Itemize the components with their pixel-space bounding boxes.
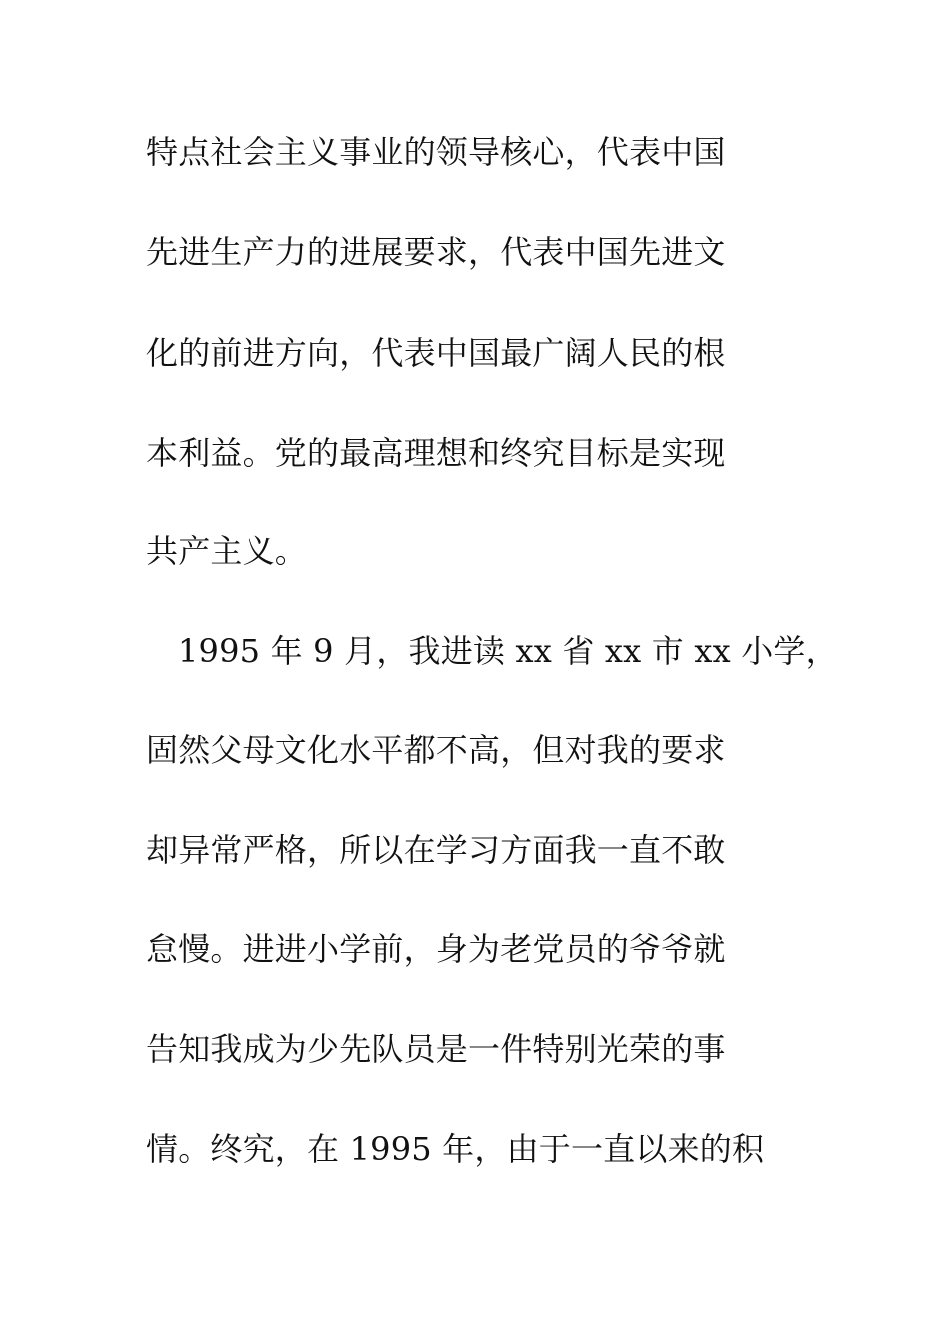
- text-line: 固然父母文化水平都不高，但对我的要求: [146, 731, 726, 769]
- text-line: 告知我成为少先队员是一件特别光荣的事: [146, 1030, 726, 1068]
- text-line: 化的前进方向，代表中国最广阔人民的根: [146, 334, 726, 372]
- text-line: 特点社会主义事业的领导核心，代表中国: [146, 133, 726, 171]
- paragraph-first-line: 1995 年 9 月，我进读 xx 省 xx 市 xx 小学，: [178, 632, 838, 670]
- text-line: 却异常严格，所以在学习方面我一直不敢: [146, 831, 726, 869]
- text-line: 怠慢。进进小学前，身为老党员的爷爷就: [146, 930, 726, 968]
- text-line: 情。终究，在 1995 年，由于一直以来的积: [146, 1130, 765, 1168]
- text-line: 先进生产力的进展要求，代表中国先进文: [146, 233, 726, 271]
- text-line: 本利益。党的最高理想和终究目标是实现: [146, 434, 726, 472]
- text-line: 共产主义。: [146, 532, 308, 570]
